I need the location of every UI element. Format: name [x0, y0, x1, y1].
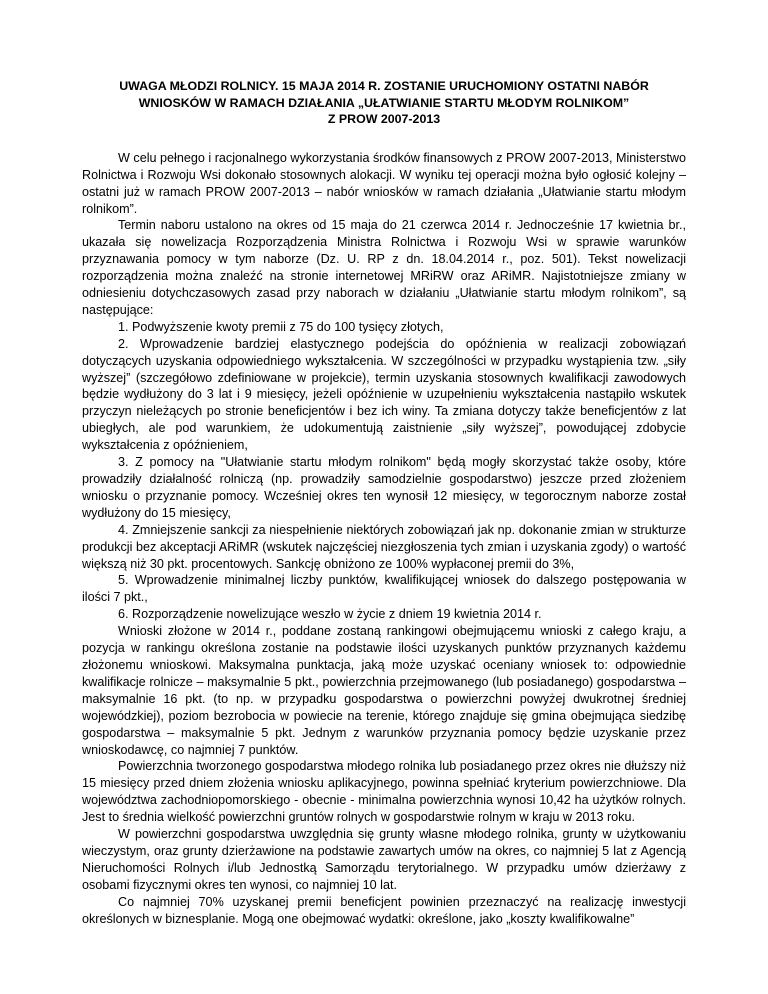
list-item: 6. Rozporządzenie nowelizujące weszło w życie z dniem 19 kwietnia 2014 r. — [118, 607, 542, 622]
paragraph: W powierzchni gospodarstwa uwzględnia się grunty własne młodego rolnika, grunty w użytkowaniu wieczystym, oraz grunty dzierżawione na podstawie zawartych umów na okres, co najmniej 5 lat z Agencją Nieruchomości Rolnych i/lub Jednostką Samorządu terytorialnego. W przypadku umów dzierżawy z osobami fizycznymi okres ten wynosi, co najmniej 10 lat. — [82, 827, 686, 892]
paragraph: Termin naboru ustalono na okres od 15 maja do 21 czerwca 2014 r. Jednocześnie 17 kwietnia br., ukazała się nowelizacja Rozporządzenia Ministra Rolnictwa i Rozwoju Wsi w sprawie warunków przyznawania pomocy w tym naborze (Dz. U. RP z dn. 18.04.2014 r., poz. 501). Tekst nowelizacji rozporządzenia można znaleźć na stronie internetowej MRiRW oraz ARiMR. Najistotniejsze zmiany w odniesieniu dotychczasowych zasad przy naborach w działaniu „Ułatwianie startu młodym rolnikom”, są następujące: — [82, 218, 686, 317]
list-item: 5. Wprowadzenie minimalnej liczby punktów, kwalifikującej wniosek do dalszego postępowania w ilości 7 pkt., — [82, 573, 686, 605]
list-item: 3. Z pomocy na "Ułatwianie startu młodym rolnikom" będą mogły skorzystać także osoby, które prowadziły działalność rolniczą (np. prowadziły samodzielnie gospodarstwo) jeszcze przed złożeniem wniosku o przyznanie pomocy. Wcześniej okres ten wynosił 12 miesięcy, w tegorocznym naborze został wydłużony do 15 miesięcy, — [82, 455, 686, 520]
list-item: 1. Podwyższenie kwoty premii z 75 do 100 tysięcy złotych, — [118, 319, 444, 334]
list-item: 2. Wprowadzenie bardziej elastycznego podejścia do opóźnienia w realizacji zobowiązań dotyczących uzyskania odpowiedniego wykształcenia. W szczególności w przypadku wystąpienia tzw. „siły wyższej” (szczegółowo zdefiniowane w projekcie), termin uzyskania stosownych kwalifikacji zawodowych będzie wydłużony do 3 lat i 9 miesięcy, jeżeli opóźnienie w uzupełnieniu wykształcenia nastąpiło wskutek przyczyn nieleżących po stronie beneficjentów i bez ich winy. Ta zmiana dotyczy także beneficjentów z lat ubiegłych, ale pod warunkiem, że udokumentują zaistnienie „siły wyższej”, powodującej zdobycie wykształcenia z opóźnieniem, — [82, 336, 686, 453]
title-line: UWAGA MŁODZI ROLNICY. 15 MAJA 2014 R. ZOSTANIE URUCHOMIONY OSTATNI NABÓR — [119, 79, 649, 93]
title-line: Z PROW 2007-2013 — [327, 112, 441, 127]
paragraph: W celu pełnego i racjonalnego wykorzystania środków finansowych z PROW 2007-2013, Ministerstwo Rolnictwa i Rozwoju Wsi dokonało stosownych alokacji. W wyniku tej operacji można było ogłosić kolejny – ostatni już w ramach PROW 2007-2013 – nabór wniosków w ramach działania „Ułatwianie startu młodym rolnikom”. — [82, 150, 686, 216]
paragraph: Wnioski złożone w 2014 r., poddane zostaną rankingowi obejmującemu wnioski z całego kraju, a pozycja w rankingu określona zostanie na podstawie ilości uzyskanych punktów przyznanych każdemu złożonemu wnioskowi. Maksymalna punktacja, jaką może uzyskać oceniany wniosek to: odpowiednie kwalifikacje rolnicze – maksymalnie 5 pkt., powierzchnia przejmowanego (lub posiadanego) gospodarstwa – maksymalnie 16 pkt. (to np. w przypadku gospodarstwa o powierzchni powyżej dwukrotnej średniej wojewódzkiej), poziom bezrobocia w powiecie na terenie, którego znajduje się gmina obejmująca siedzibę gospodarstwa – maksymalnie 5 pkt. Jednym z warunków przyznania pomocy będzie uzyskanie przez wnioskodawcę, co najmniej 7 punktów. — [82, 624, 686, 757]
list-item: 4. Zmniejszenie sankcji za niespełnienie niektórych zobowiązań jak np. dokonanie zmian w strukturze produkcji bez akceptacji ARiMR (wskutek najczęściej niezgłoszenia tych zmian i uzyskania zgody) o wartość większą niż 30 pkt. procentowych. Sankcję obniżono ze 100% wypłaconej premii do 3%, — [82, 522, 686, 571]
title-line: WNIOSKÓW W RAMACH DZIAŁANIA „UŁATWIANIE STARTU MŁODYM ROLNIKOM” — [138, 95, 630, 110]
paragraph: Powierzchnia tworzonego gospodarstwa młodego rolnika lub posiadanego przez okres nie dłuższy niż 15 miesięcy przed dniem złożenia wniosku aplikacyjnego, powinna spełniać kryterium powierzchniowe. Dla województwa zachodniopomorskiego - obecnie - minimalna powierzchnia wynosi 10,42 ha użytków rolnych. Jest to średnia wielkość powierzchni gruntów rolnych w gospodarstwie rolnym w kraju w 2013 roku. — [82, 759, 686, 825]
document-body — [82, 150, 686, 928]
paragraph: Co najmniej 70% uzyskanej premii beneficjent powinien przeznaczyć na realizację inwestycji określonych w biznesplanie. Mogą one obejmować wydatki: określone, jako „koszty kwalifikowalne” — [82, 894, 686, 926]
document-title — [82, 78, 686, 128]
